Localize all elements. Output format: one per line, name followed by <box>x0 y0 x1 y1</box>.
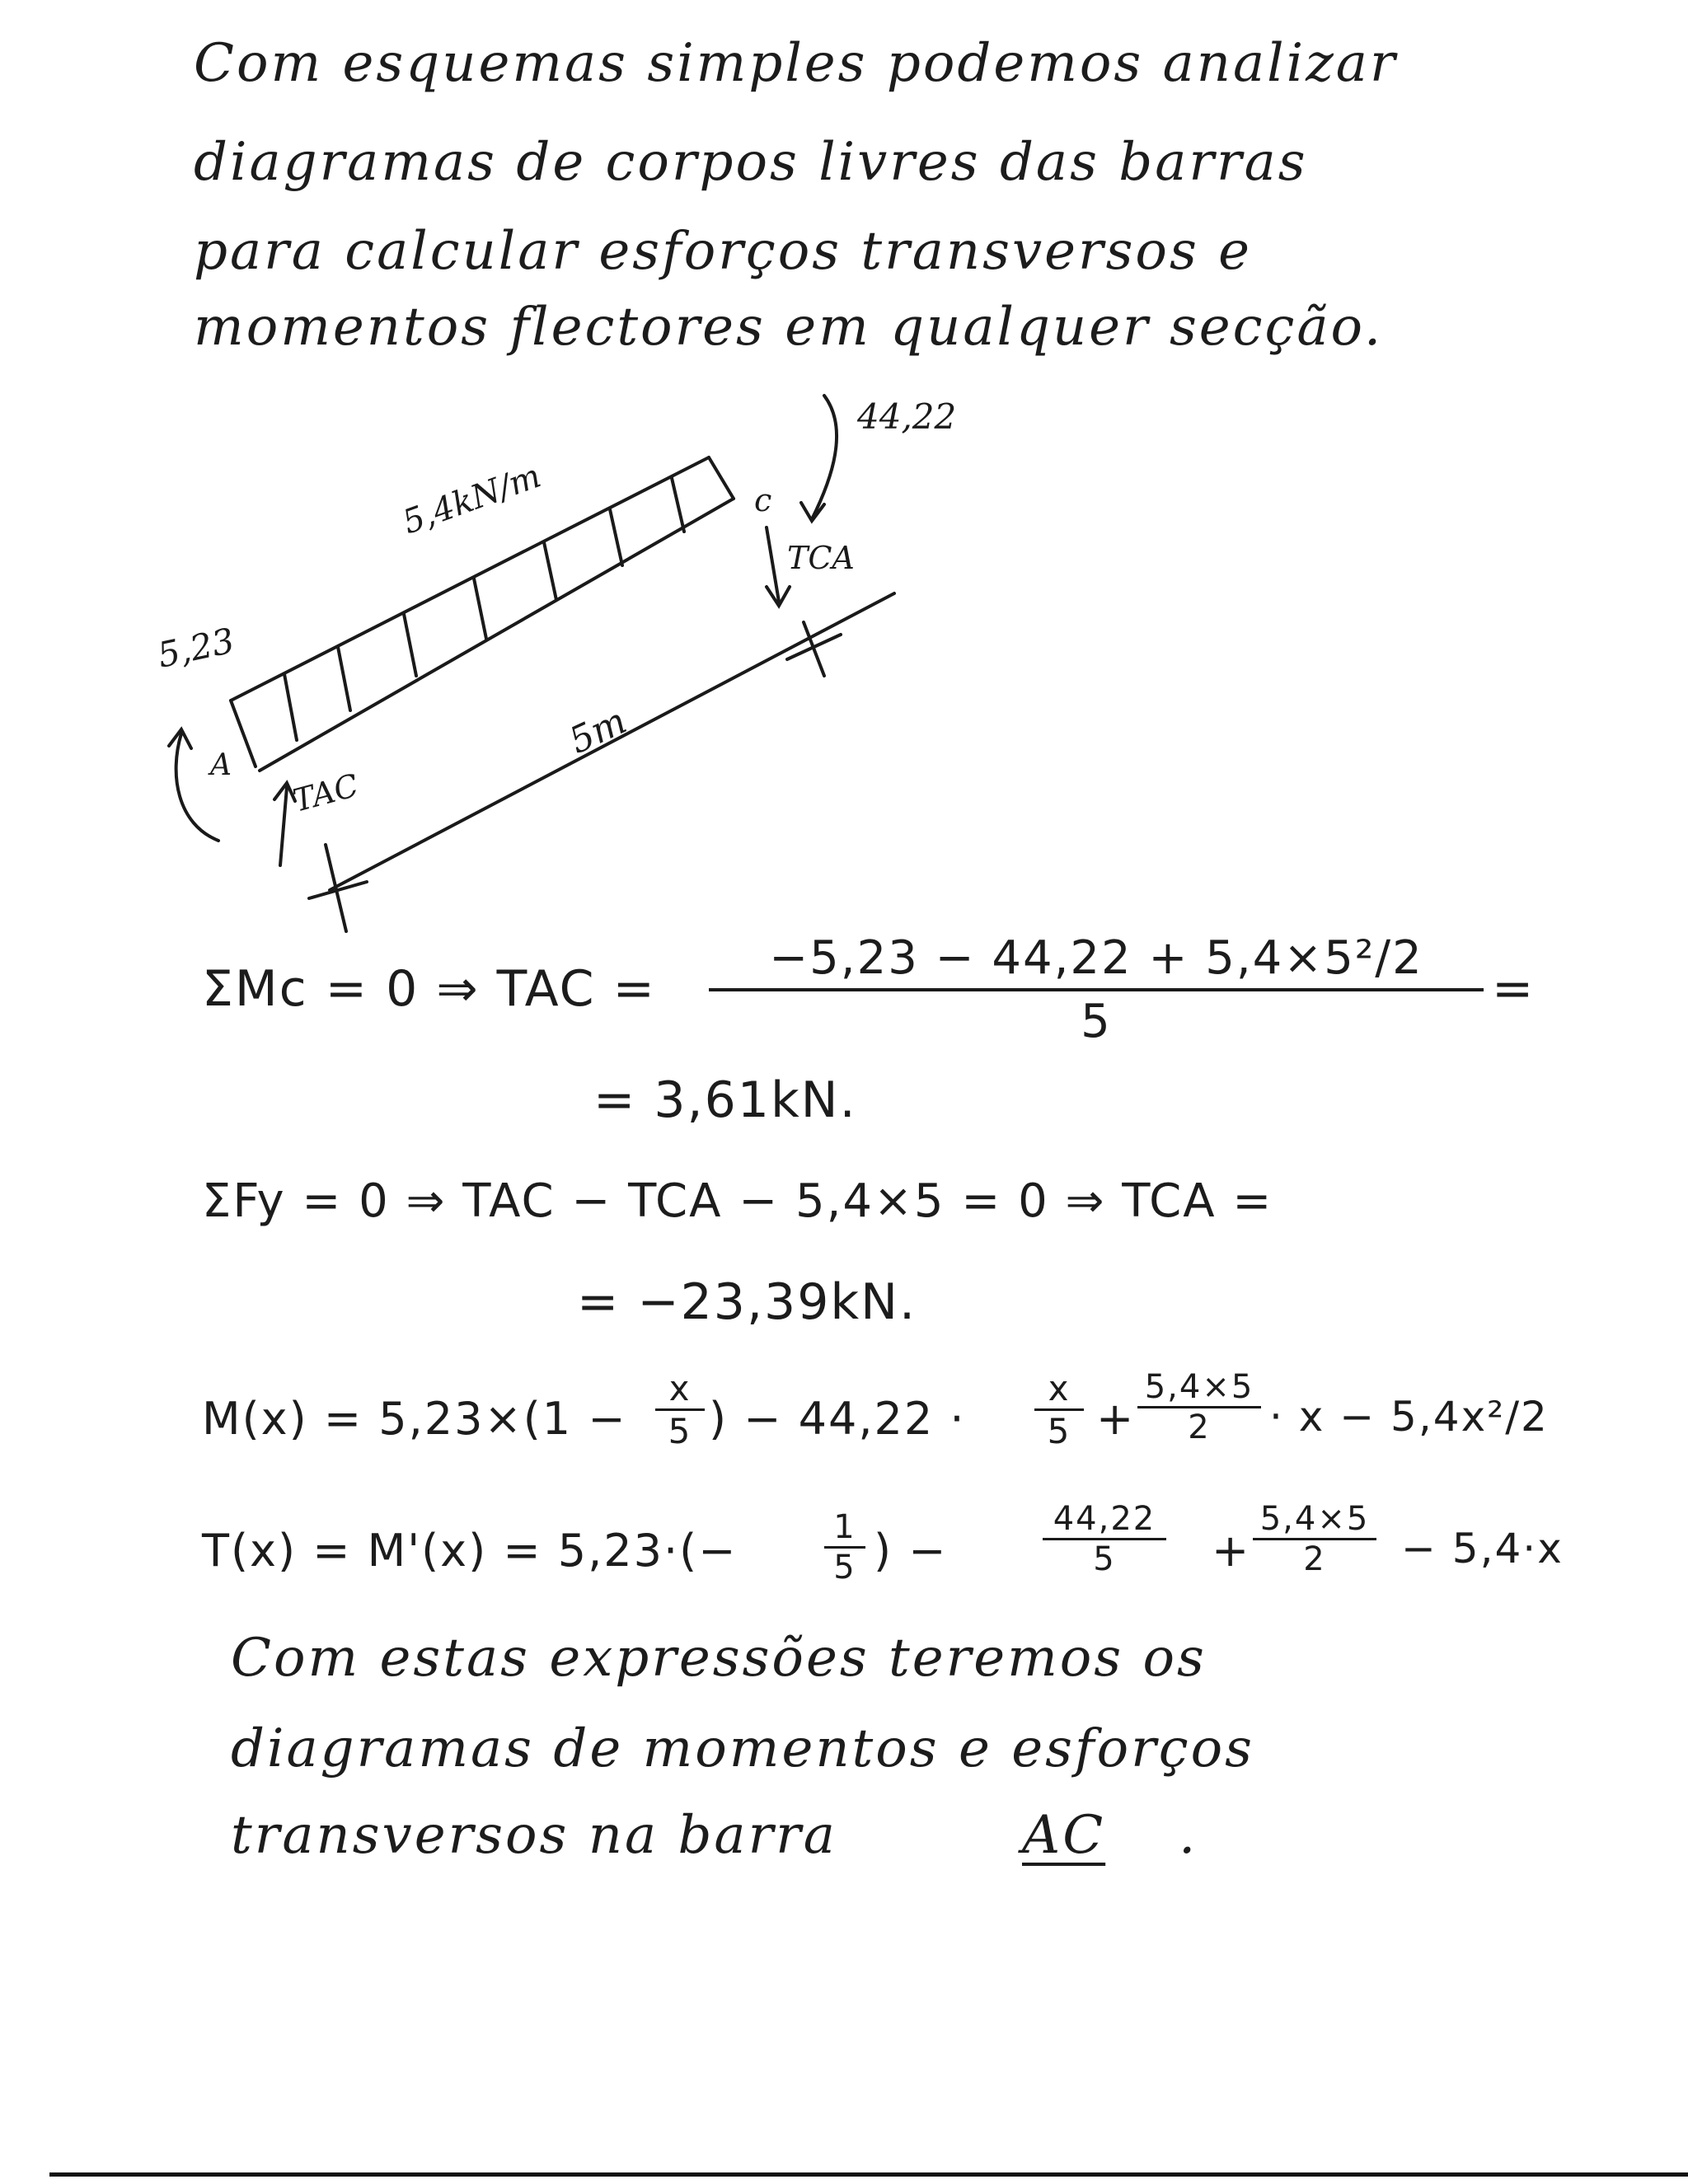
tx-frac-1-den: 5 <box>833 1549 856 1586</box>
mx-frac-3 <box>1137 1368 1261 1446</box>
intro-line-4: momentos flectores em qualquer secção. <box>194 297 1384 358</box>
tx-frac-2-num: 44,22 <box>1053 1500 1156 1538</box>
mx-plus: + <box>1096 1393 1136 1445</box>
moment-c-label: 44,22 <box>857 396 957 437</box>
mx-mid: ) − 44,22 · <box>709 1393 966 1445</box>
mx-frac-3-num: 5,4×5 <box>1144 1368 1254 1406</box>
reaction-ac-arrow <box>280 787 287 865</box>
point-a-label: A <box>210 748 232 782</box>
mx-frac-1-den: 5 <box>668 1411 692 1451</box>
tx-frac-3-den: 2 <box>1303 1540 1326 1578</box>
reaction-ac-label: TAC <box>288 766 363 819</box>
eq1-tail: = <box>1492 960 1536 1018</box>
mx-tail: · x − 5,4x²/2 <box>1269 1393 1549 1441</box>
tx-frac-3 <box>1253 1500 1376 1578</box>
distributed-load-arrows <box>284 478 684 740</box>
tx-mid: ) − <box>874 1525 948 1577</box>
reaction-ca-label: TCA <box>787 540 855 576</box>
moment-c-arrow <box>812 396 837 519</box>
load-block-left <box>231 701 256 766</box>
mx-frac-2-num: x <box>1048 1368 1071 1408</box>
free-body-diagram <box>0 0 1688 989</box>
point-c-label: c <box>754 482 772 518</box>
eq1-numerator: −5,23 − 44,22 + 5,4×5²/2 <box>769 931 1423 985</box>
tx-lhs: T(x) = M'(x) = 5,23·(− <box>202 1525 738 1577</box>
span-label: 5m <box>563 700 633 762</box>
eq2-result: = −23,39kN. <box>577 1273 917 1331</box>
bar-ac-label: AC <box>1022 1805 1106 1866</box>
mx-frac-2-den: 5 <box>1047 1411 1071 1451</box>
eq1-fraction <box>709 931 1484 1048</box>
eq2: ΣFy = 0 ⇒ TAC − TCA − 5,4×5 = 0 ⇒ TCA = <box>202 1174 1273 1228</box>
conclusion-period: . <box>1179 1805 1198 1866</box>
tx-expression <box>202 1500 1603 1607</box>
conclusion-line-3-text: transversos na barra <box>231 1805 837 1866</box>
conclusion-line-2: diagramas de momentos e esforços <box>231 1718 1254 1779</box>
tx-frac-2-den: 5 <box>1093 1540 1116 1578</box>
mx-lhs: M(x) = 5,23×(1 − <box>202 1393 627 1445</box>
eq1-fraction-bar <box>709 988 1484 991</box>
mx-frac-1 <box>655 1368 705 1451</box>
tx-tail: − 5,4·x <box>1401 1525 1564 1572</box>
tx-frac-1 <box>824 1508 865 1586</box>
eq1-lhs: ΣMc = 0 ⇒ TAC = <box>202 960 656 1018</box>
mx-frac-3-den: 2 <box>1188 1408 1211 1446</box>
tx-frac-2 <box>1043 1500 1166 1578</box>
beam-ac <box>260 499 734 771</box>
intro-line-3: para calcular esforços transversos e <box>194 221 1252 282</box>
page-bottom-rule <box>49 2172 1688 2177</box>
moment-a-label: 5,23 <box>153 620 238 676</box>
conclusion-line-3 <box>231 1805 1302 1896</box>
tx-plus: + <box>1212 1525 1251 1577</box>
conclusion-line-1: Com estas expressões teremos os <box>231 1628 1207 1689</box>
tx-frac-1-num: 1 <box>833 1508 856 1546</box>
mx-frac-1-num: x <box>668 1368 692 1408</box>
load-label: 5,4kN/m <box>397 457 546 542</box>
eq1-result: = 3,61kN. <box>593 1071 857 1129</box>
mx-expression <box>202 1368 1603 1475</box>
tx-frac-3-num: 5,4×5 <box>1259 1500 1370 1538</box>
load-block-right <box>709 457 734 499</box>
eq1-denominator: 5 <box>1081 995 1112 1048</box>
intro-line-2: diagramas de corpos livres das barras <box>194 132 1308 193</box>
mx-frac-2 <box>1034 1368 1084 1451</box>
intro-line-1: Com esquemas simples podemos analizar <box>194 33 1398 94</box>
